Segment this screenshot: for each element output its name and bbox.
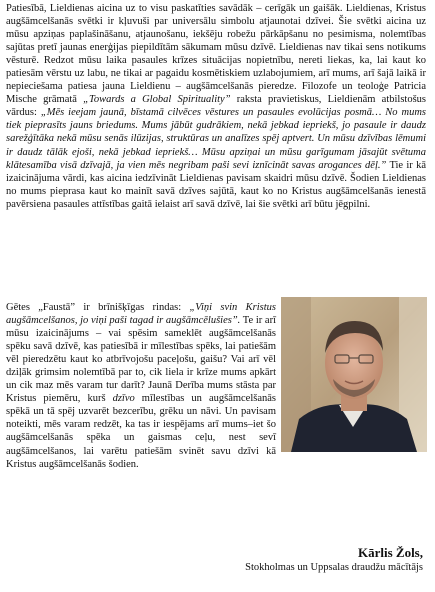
paragraph-2-text-a: Gētes „Faustā” ir brīnišķīgas rindas: [6,302,190,313]
paragraph-1-text-c: Tie ir kā izaicinājuma vārdi, kas aicina iedzīvināt Lieldienas pavisam skaidri mūsu dzīvē. Šodien Lieldienas no mums pieprasa kaut ko mainīt savā dzīves sajūtā, kaut ko no Kristus augšāmcelšanās ienestā pavērsiena pasaules attīstības gaitā ielaist arī savā dzīvē, lai šie svētki arī būtu jēgpilni. [6,159,426,210]
portrait-photo-icon [281,297,427,452]
paragraph-2 [6,301,276,471]
author-photo [281,297,427,452]
paragraph-2-text-c: mīlestības un augšāmcelšanās spēkā un tā spēj uzvarēt bezcerību, grēku un nāvi. Un pavisam noteikti, mēs varam redzēt, ka tas ir iespējams arī mums–iet šo augšāmcelšanās spēka un gaismas ceļu, nest sevī augšāmcelšanos, lai varētu patiešām svinēt savu dzīvi kā Kristus augšāmcelšanās šodien. [6,393,277,470]
signature-block [245,545,423,575]
emphasis-dzivo: dzīvo [112,393,135,405]
paragraph-1 [6,2,426,211]
quote-mische: „Mēs ieejam jaunā, bīstamā cilvēces vēstures un pasaules evolūcijas posmā… No mums tiek pieprasīts jauns briedums. Mums jābūt gudrākiem, nekā jebkad iepriekš, jo pasaule ir daudz sarežģītāka nekā mūsu senās ilūzijas, struktūras un analīzes spēj aptvert. Un mūsu dzīvības lēmumi ir daudz tālāk ejoši, nekā jebkad iepriekš… Mūsu apziņai un mūsu garīgumam jāsajūt svētuma klātesamība visā dzīvajā, ja vien mēs negribam paši sevi iznīcināt savas arogances dēļ.” [6,107,427,171]
paragraph-1-text-b: raksta pravietiskus, Lieldienām atbilstošus vārdus: [6,94,426,119]
author-role: Stokholmas un Uppsalas draudžu mācītājs [245,562,423,573]
paragraph-1-text-a: Patiesībā, Lieldienas aicina uz to visu paskatīties savādāk – cerīgāk un gaišāk. Lieldienas, Kristus augšāmcelšanās svētki ir kļuvuši par universālu simbolu atjaunotai dzīvei. Šie svētki aicina uz mūsu apziņas paplašināšanu, atjaunošanu, iekšēju robežu pārkāpšanu no pesimisma, nolemtības sajūtas pretī jaunas enerģijas piepildītām sākumam mūsu dzīvē. Lieldienas nav tikai sens notikums vēsturē. Redzot mūsu laika pasaules krīzes situācijas nopietnību, nereti liekas, ka, lai kaut ko patiesām vērstu uz labu, ne tikai ar pagaidu kosmētiskiem uzlabojumiem, arī mums, arī šajā laikā ir nepieciešama patiesa jauna Lieldienu – augšāmcelšanās pieredze. Filozofe un teoloģe Patricia Mische grāmatā [6,3,426,106]
paragraph-2-text-b: Te ir arī mūsu izaicinājums – vai spēsim sameklēt augšāmcelšanās spēku savā dzīvē, kas patiesībā ir mīlestības spēks, lai patiešām vēl pieredzētu kaut ko atbrīvojošu paceļošu, gaišu? Vai arī vēl dziļāk grimsim nolemtībā par to, cik liela ir krīze mums apkārt un cik maz mēs varam tur darīt? Jaunā Derība mums stāsta par Kristus piemēru, kurš [6,315,276,405]
book-title: „Towards a Global Spirituality” [83,94,231,106]
quote-faust: „Viņi svin Kristus augšāmcelšanos, jo viņi paši tagad ir augšāmcēlušies”. [6,302,276,327]
author-name: Kārlis Žols, [357,545,423,560]
